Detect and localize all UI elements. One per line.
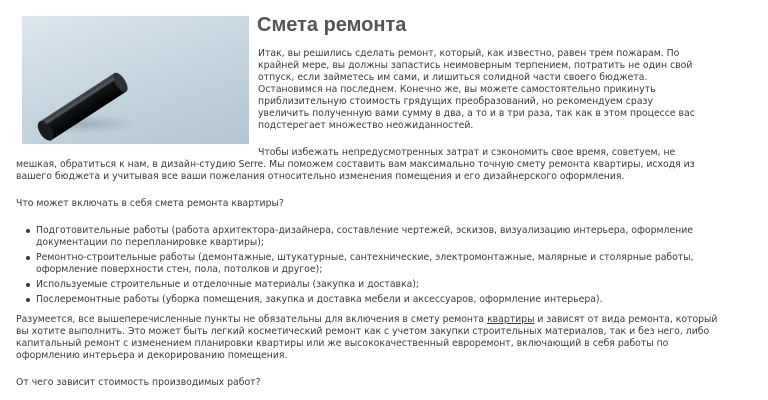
list-item	[0, 279, 768, 291]
intro-line: подстерегает множество неожиданностей.	[258, 120, 474, 131]
paragraph-line: вы хотите выполнить. Это может быть легкий косметический ремонт как с учетом закупки строительных материалов, так и без него, либо	[16, 326, 710, 337]
list-item-text: Послеремонтные работы (уборка помещения, закупка и доставка мебели и аксессуаров, оформление интерьера).	[36, 294, 603, 305]
list-item-text: оформление поверхности стен, пола, потолков и другое);	[36, 264, 323, 275]
section-question: Что может включать в себя смета ремонта квартиры?	[16, 198, 284, 209]
paragraph-line: вашего бюджета и учитывая все ваши пожелания относительно изменения помещения и его дизайнерского оформления.	[16, 171, 625, 182]
list-item-text: документации по перепланировке квартиры);	[36, 237, 265, 248]
bullet-dot-icon	[26, 229, 30, 233]
intro-line: приблизительную стоимость грядущих преобразований, но рекомендуем сразу	[258, 96, 653, 107]
list-item	[0, 252, 768, 276]
list-item-text: Подготовительные работы (работа архитектора-дизайнера, составление чертежей, эскизов, визуализацию интерьера, оформление	[36, 225, 694, 236]
list-item-text: Используемые строительные и отделочные материалы (закупка и доставка);	[36, 279, 420, 290]
bullet-dot-icon	[26, 283, 30, 287]
apartment-link[interactable]: квартиры	[487, 314, 535, 325]
paragraph-line	[16, 314, 717, 326]
section-question: От чего зависит стоимость производимых работ?	[16, 377, 261, 388]
marker-cylinder-image	[22, 16, 249, 144]
intro-line: увеличить полученную вами сумму в два, а то и в три раза, так как в этом процессе вас	[258, 108, 695, 119]
paragraph-text: и зависят от вида ремонта, который	[534, 314, 718, 325]
list-item	[0, 225, 768, 249]
paragraph-text: Разумеется, все вышеперечисленные пункты не обязательны для включения в смету ремонта	[16, 314, 488, 325]
intro-paragraph	[258, 48, 758, 132]
page-title: Смета ремонта	[257, 14, 407, 36]
list-item-text: Ремонтно-строительные работы (демонтажные, штукатурные, сантехнические, электромонтажные, малярные и столярные работы,	[36, 252, 694, 263]
intro-line: крайней мере, вы должны запастись неимоверным терпением, потратить не один свой	[258, 60, 693, 71]
intro-line: Остановимся на последнем. Конечно же, вы можете самостоятельно прикинуть	[258, 84, 656, 95]
paragraph-line: Чтобы избежать непредусмотренных затрат и сэкономить свое время, советуем, не	[258, 147, 676, 158]
list-item	[0, 294, 768, 306]
intro-line: Итак, вы решились сделать ремонт, который, как известно, равен трем пожарам. По	[258, 48, 680, 59]
paragraph-line: мешкая, обратиться к нам, в дизайн-студию Serre. Мы поможем составить вам максимально точную смету ремонта квартиры, исходя из	[16, 159, 695, 170]
intro-line: отпуск, если займетесь им сами, и лишиться солидной части своего бюджета.	[258, 72, 648, 83]
hero-image	[22, 16, 249, 144]
paragraph-line: оформлению интерьера и декорированию помещения.	[16, 350, 288, 361]
bullet-list	[0, 225, 768, 309]
bullet-dot-icon	[26, 298, 30, 302]
bullet-dot-icon	[26, 256, 30, 260]
paragraph-line: капитальный ремонт с изменением планировки квартиры или же высококачественный евроремонт, включающий в себя работы по	[16, 338, 669, 349]
